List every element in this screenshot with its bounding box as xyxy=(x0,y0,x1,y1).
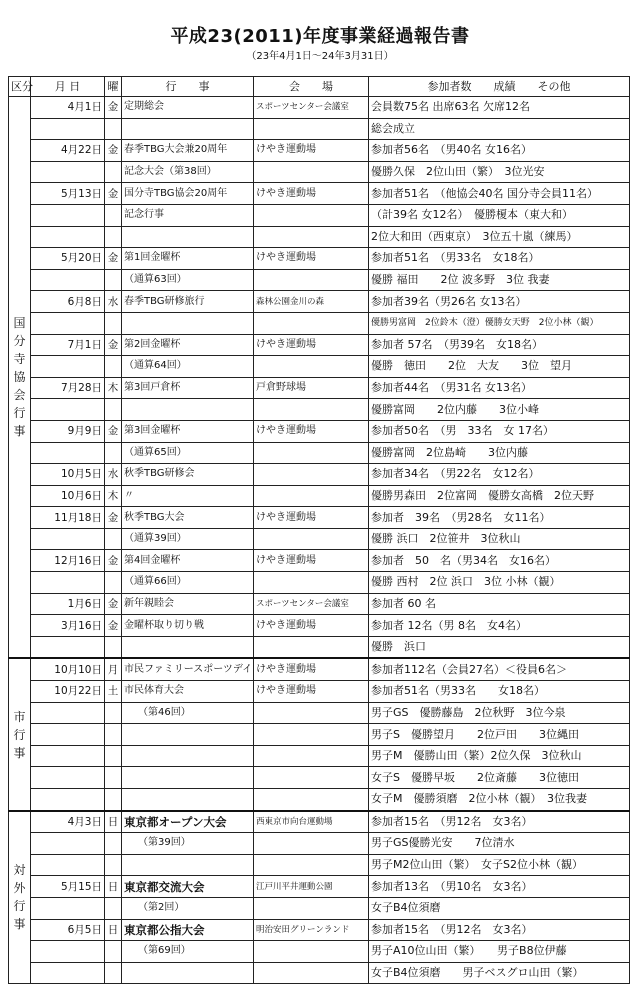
table-row xyxy=(9,897,630,919)
table-row xyxy=(9,962,630,984)
event-cell xyxy=(122,962,254,984)
date-cell xyxy=(31,226,105,248)
date-cell: 11月18日 xyxy=(31,507,105,529)
header-note: 参加者数 成績 その他 xyxy=(369,77,630,97)
event-cell: （通算39回） xyxy=(122,528,254,550)
event-cell: 定期総会 xyxy=(122,97,254,119)
table-row xyxy=(9,507,630,529)
date-cell: 4月3日 xyxy=(31,811,105,833)
table-row xyxy=(9,528,630,550)
event-cell: 国分寺TBG協会20周年 xyxy=(122,183,254,205)
table-row xyxy=(9,464,630,486)
venue-cell xyxy=(254,356,369,378)
table-row xyxy=(9,204,630,226)
date-cell xyxy=(31,528,105,550)
table-row xyxy=(9,356,630,378)
table-row xyxy=(9,97,630,119)
date-cell: 4月22日 xyxy=(31,140,105,162)
event-cell: （通算64回） xyxy=(122,356,254,378)
event-cell: （第2回） xyxy=(122,897,254,919)
note-cell: 優勝富岡 2位島崎 3位内藤 xyxy=(369,442,630,464)
venue-cell xyxy=(254,724,369,746)
note-cell: 会員数75名 出席63名 欠席12名 xyxy=(369,97,630,119)
date-cell xyxy=(31,724,105,746)
venue-cell xyxy=(254,767,369,789)
venue-cell: 森林公園金川の森 xyxy=(254,291,369,313)
date-cell: 5月20日 xyxy=(31,248,105,270)
table-row xyxy=(9,420,630,442)
weekday-cell: 金 xyxy=(105,248,122,270)
venue-cell xyxy=(254,442,369,464)
weekday-cell: 日 xyxy=(105,811,122,833)
table-row xyxy=(9,854,630,876)
note-cell: 優勝 浜口 xyxy=(369,636,630,658)
venue-cell xyxy=(254,572,369,594)
note-cell: 男子M2位山田（繁） 女子S2位小林（観） xyxy=(369,854,630,876)
weekday-cell: 金 xyxy=(105,507,122,529)
venue-cell xyxy=(254,854,369,876)
event-cell: 第3回戸倉杯 xyxy=(122,377,254,399)
weekday-cell xyxy=(105,702,122,724)
table-row xyxy=(9,941,630,963)
event-cell: 記念行事 xyxy=(122,204,254,226)
event-cell xyxy=(122,312,254,334)
weekday-cell: 金 xyxy=(105,550,122,572)
note-cell: 参加者56名 （男40名 女16名） xyxy=(369,140,630,162)
table-row xyxy=(9,226,630,248)
table-row xyxy=(9,377,630,399)
table-row xyxy=(9,291,630,313)
venue-cell xyxy=(254,399,369,421)
venue-cell: 明治安田グリーンランド xyxy=(254,919,369,941)
venue-cell: けやき運動場 xyxy=(254,615,369,637)
note-cell: 参加者15名 （男12名 女3名） xyxy=(369,919,630,941)
note-cell: 参加者15名 （男12名 女3名） xyxy=(369,811,630,833)
weekday-cell xyxy=(105,161,122,183)
venue-cell: けやき運動場 xyxy=(254,420,369,442)
venue-cell xyxy=(254,528,369,550)
note-cell: 女子M 優勝須磨 2位小林（観） 3位我妻 xyxy=(369,789,630,811)
venue-cell: けやき運動場 xyxy=(254,550,369,572)
event-cell xyxy=(122,724,254,746)
weekday-cell xyxy=(105,226,122,248)
weekday-cell xyxy=(105,572,122,594)
venue-cell xyxy=(254,941,369,963)
section-label: 市行事 xyxy=(13,709,26,760)
event-cell: 東京都オープン大会 xyxy=(122,811,254,833)
event-cell: 秋季TBG研修会 xyxy=(122,464,254,486)
event-cell: （通算63回） xyxy=(122,269,254,291)
event-cell: 新年親睦会 xyxy=(122,593,254,615)
note-cell: 優勝 徳田 2位 大友 3位 望月 xyxy=(369,356,630,378)
table-row xyxy=(9,248,630,270)
venue-cell: けやき運動場 xyxy=(254,248,369,270)
event-cell: （第69回） xyxy=(122,941,254,963)
note-cell: 参加者 50 名（男34名 女16名） xyxy=(369,550,630,572)
weekday-cell xyxy=(105,399,122,421)
venue-cell: けやき運動場 xyxy=(254,183,369,205)
table-row xyxy=(9,919,630,941)
venue-cell: けやき運動場 xyxy=(254,334,369,356)
date-cell xyxy=(31,833,105,855)
event-cell xyxy=(122,636,254,658)
date-cell: 6月5日 xyxy=(31,919,105,941)
event-cell xyxy=(122,118,254,140)
venue-cell xyxy=(254,485,369,507)
venue-cell xyxy=(254,161,369,183)
weekday-cell xyxy=(105,724,122,746)
weekday-cell: 金 xyxy=(105,593,122,615)
section-label-cell xyxy=(9,97,31,659)
event-cell: 記念大会（第38回） xyxy=(122,161,254,183)
note-cell: 参加者 57名 （男39名 女18名） xyxy=(369,334,630,356)
venue-cell xyxy=(254,789,369,811)
date-cell xyxy=(31,962,105,984)
date-cell: 4月1日 xyxy=(31,97,105,119)
note-cell: 優勝久保 2位山田（繁） 3位光安 xyxy=(369,161,630,183)
table-row xyxy=(9,615,630,637)
note-cell: 参加者51名 （他協会40名 国分寺会員11名） xyxy=(369,183,630,205)
event-cell xyxy=(122,745,254,767)
weekday-cell: 金 xyxy=(105,420,122,442)
event-cell: （通算65回） xyxy=(122,442,254,464)
event-cell: 春季TBG大会兼20周年 xyxy=(122,140,254,162)
note-cell: 参加者34名 （男22名 女12名） xyxy=(369,464,630,486)
weekday-cell: 日 xyxy=(105,876,122,898)
weekday-cell xyxy=(105,528,122,550)
date-cell: 12月16日 xyxy=(31,550,105,572)
weekday-cell: 金 xyxy=(105,183,122,205)
weekday-cell xyxy=(105,897,122,919)
date-cell xyxy=(31,399,105,421)
table-row xyxy=(9,658,630,680)
weekday-cell: 月 xyxy=(105,658,122,680)
event-cell: 第1回金曜杯 xyxy=(122,248,254,270)
weekday-cell xyxy=(105,356,122,378)
date-cell: 5月13日 xyxy=(31,183,105,205)
note-cell: 優勝男富岡 2位鈴木（澄）優勝女天野 2位小林（観） xyxy=(369,312,630,334)
date-cell: 5月15日 xyxy=(31,876,105,898)
event-cell: 第3回金曜杯 xyxy=(122,420,254,442)
event-cell: 〃 xyxy=(122,485,254,507)
date-cell: 1月6日 xyxy=(31,593,105,615)
weekday-cell: 金 xyxy=(105,97,122,119)
weekday-cell xyxy=(105,118,122,140)
weekday-cell xyxy=(105,833,122,855)
venue-cell xyxy=(254,204,369,226)
note-cell: 参加者44名 （男31名 女13名） xyxy=(369,377,630,399)
venue-cell xyxy=(254,833,369,855)
header-event: 行 事 xyxy=(122,77,254,97)
venue-cell: 西東京市向台運動場 xyxy=(254,811,369,833)
event-cell xyxy=(122,399,254,421)
date-cell xyxy=(31,745,105,767)
note-cell: （計39名 女12名） 優勝榎本（東大和） xyxy=(369,204,630,226)
date-cell xyxy=(31,161,105,183)
note-cell: 女子B4位須磨 男子ベスグロ山田（繁） xyxy=(369,962,630,984)
weekday-cell: 木 xyxy=(105,377,122,399)
date-cell xyxy=(31,897,105,919)
weekday-cell xyxy=(105,767,122,789)
event-cell: 秋季TBG大会 xyxy=(122,507,254,529)
table-row xyxy=(9,811,630,833)
date-cell: 3月16日 xyxy=(31,615,105,637)
date-cell xyxy=(31,442,105,464)
event-cell: （第46回） xyxy=(122,702,254,724)
note-cell: 参加者51名 （男33名 女18名） xyxy=(369,248,630,270)
venue-cell xyxy=(254,312,369,334)
table-row xyxy=(9,702,630,724)
venue-cell xyxy=(254,118,369,140)
event-cell: （通算66回） xyxy=(122,572,254,594)
weekday-cell xyxy=(105,789,122,811)
date-cell xyxy=(31,269,105,291)
table-row xyxy=(9,140,630,162)
weekday-cell: 土 xyxy=(105,681,122,703)
note-cell: 参加者51名（男33名 女18名） xyxy=(369,681,630,703)
table-row xyxy=(9,399,630,421)
weekday-cell: 水 xyxy=(105,464,122,486)
event-cell: （第39回） xyxy=(122,833,254,855)
table-row xyxy=(9,312,630,334)
header-row xyxy=(9,77,630,97)
note-cell: 参加者 12名（男 8名 女4名） xyxy=(369,615,630,637)
venue-cell: 戸倉野球場 xyxy=(254,377,369,399)
table-row xyxy=(9,442,630,464)
note-cell: 優勝 西村 2位 浜口 3位 小林（観） xyxy=(369,572,630,594)
table-row xyxy=(9,572,630,594)
weekday-cell: 木 xyxy=(105,485,122,507)
date-cell xyxy=(31,854,105,876)
date-cell: 10月10日 xyxy=(31,658,105,680)
date-cell: 9月9日 xyxy=(31,420,105,442)
date-cell xyxy=(31,204,105,226)
note-cell: 参加者 39名 （男28名 女11名） xyxy=(369,507,630,529)
note-cell: 男子GS優勝光安 7位清水 xyxy=(369,833,630,855)
header-date: 月 日 xyxy=(31,77,105,97)
event-cell: 第2回金曜杯 xyxy=(122,334,254,356)
table-row xyxy=(9,789,630,811)
note-cell: 男子S 優勝望月 2位戸田 3位縄田 xyxy=(369,724,630,746)
table-row xyxy=(9,724,630,746)
date-cell: 7月28日 xyxy=(31,377,105,399)
date-cell xyxy=(31,941,105,963)
table-row xyxy=(9,745,630,767)
event-cell xyxy=(122,226,254,248)
table-row xyxy=(9,876,630,898)
note-cell: 男子A10位山田（繁） 男子B8位伊藤 xyxy=(369,941,630,963)
venue-cell xyxy=(254,269,369,291)
note-cell: 男子GS 優勝藤島 2位秋野 3位今泉 xyxy=(369,702,630,724)
header-dow: 曜 xyxy=(105,77,122,97)
weekday-cell xyxy=(105,941,122,963)
weekday-cell: 水 xyxy=(105,291,122,313)
event-cell xyxy=(122,854,254,876)
note-cell: 参加者112名（会員27名）＜役員6名＞ xyxy=(369,658,630,680)
note-cell: 女子B4位須磨 xyxy=(369,897,630,919)
date-cell xyxy=(31,636,105,658)
weekday-cell xyxy=(105,745,122,767)
date-cell: 7月1日 xyxy=(31,334,105,356)
note-cell: 参加者13名 （男10名 女3名） xyxy=(369,876,630,898)
note-cell: 参加者39名（男26名 女13名） xyxy=(369,291,630,313)
event-cell xyxy=(122,789,254,811)
weekday-cell: 日 xyxy=(105,919,122,941)
table-row xyxy=(9,550,630,572)
header-kubun: 区分 xyxy=(9,77,31,97)
table-row xyxy=(9,833,630,855)
note-cell: 女子S 優勝早坂 2位斎藤 3位徳田 xyxy=(369,767,630,789)
page-subtitle: （23年4月1日～24年3月31日） xyxy=(246,51,394,62)
date-cell: 6月8日 xyxy=(31,291,105,313)
event-cell: 市民ファミリースポーツデイ xyxy=(122,658,254,680)
page-title: 平成23(2011)年度事業経過報告書 xyxy=(170,26,470,47)
section-label-cell xyxy=(9,811,31,984)
table-row xyxy=(9,767,630,789)
venue-cell xyxy=(254,897,369,919)
venue-cell: けやき運動場 xyxy=(254,681,369,703)
weekday-cell xyxy=(105,204,122,226)
weekday-cell: 金 xyxy=(105,140,122,162)
venue-cell xyxy=(254,702,369,724)
venue-cell xyxy=(254,226,369,248)
table-row xyxy=(9,269,630,291)
event-cell: 東京都交流大会 xyxy=(122,876,254,898)
table-row xyxy=(9,183,630,205)
note-cell: 優勝男森田 2位富岡 優勝女高橋 2位天野 xyxy=(369,485,630,507)
venue-cell xyxy=(254,464,369,486)
table-row xyxy=(9,681,630,703)
note-cell: 参加者50名 （男 33名 女 17名） xyxy=(369,420,630,442)
event-cell: 春季TBG研修旅行 xyxy=(122,291,254,313)
note-cell: 参加者 60 名 xyxy=(369,593,630,615)
table-row xyxy=(9,161,630,183)
date-cell: 10月5日 xyxy=(31,464,105,486)
table-row xyxy=(9,485,630,507)
date-cell xyxy=(31,789,105,811)
table-row xyxy=(9,636,630,658)
table-row xyxy=(9,334,630,356)
venue-cell: スポーツセンター会議室 xyxy=(254,97,369,119)
date-cell xyxy=(31,767,105,789)
venue-cell: けやき運動場 xyxy=(254,658,369,680)
venue-cell xyxy=(254,962,369,984)
note-cell: 優勝 福田 2位 波多野 3位 我妻 xyxy=(369,269,630,291)
venue-cell: けやき運動場 xyxy=(254,140,369,162)
weekday-cell: 金 xyxy=(105,334,122,356)
note-cell: 総会成立 xyxy=(369,118,630,140)
date-cell xyxy=(31,356,105,378)
event-cell: 第4回金曜杯 xyxy=(122,550,254,572)
weekday-cell xyxy=(105,269,122,291)
section-label: 対外行事 xyxy=(13,863,26,932)
venue-cell xyxy=(254,636,369,658)
event-cell: 東京都公指大会 xyxy=(122,919,254,941)
venue-cell xyxy=(254,745,369,767)
event-cell: 金曜杯取り切り戦 xyxy=(122,615,254,637)
date-cell xyxy=(31,702,105,724)
date-cell xyxy=(31,118,105,140)
event-cell xyxy=(122,767,254,789)
venue-cell: スポーツセンター会議室 xyxy=(254,593,369,615)
date-cell: 10月22日 xyxy=(31,681,105,703)
report-body xyxy=(9,97,630,984)
note-cell: 男子M 優勝山田（繁）2位久保 3位秋山 xyxy=(369,745,630,767)
weekday-cell xyxy=(105,636,122,658)
note-cell: 2位大和田（西東京） 3位五十嵐（練馬） xyxy=(369,226,630,248)
table-row xyxy=(9,118,630,140)
report-table xyxy=(8,76,630,984)
venue-cell: けやき運動場 xyxy=(254,507,369,529)
weekday-cell xyxy=(105,854,122,876)
event-cell: 市民体育大会 xyxy=(122,681,254,703)
note-cell: 優勝 浜口 2位笹井 3位秋山 xyxy=(369,528,630,550)
note-cell: 優勝富岡 2位内藤 3位小峰 xyxy=(369,399,630,421)
date-cell xyxy=(31,312,105,334)
weekday-cell xyxy=(105,962,122,984)
weekday-cell: 金 xyxy=(105,615,122,637)
date-cell: 10月6日 xyxy=(31,485,105,507)
section-label: 国分寺協会行事 xyxy=(13,316,26,439)
header-venue: 会 場 xyxy=(254,77,369,97)
weekday-cell xyxy=(105,442,122,464)
table-row xyxy=(9,593,630,615)
date-cell xyxy=(31,572,105,594)
section-label-cell xyxy=(9,658,31,810)
venue-cell: 江戸川平井運動公園 xyxy=(254,876,369,898)
weekday-cell xyxy=(105,312,122,334)
